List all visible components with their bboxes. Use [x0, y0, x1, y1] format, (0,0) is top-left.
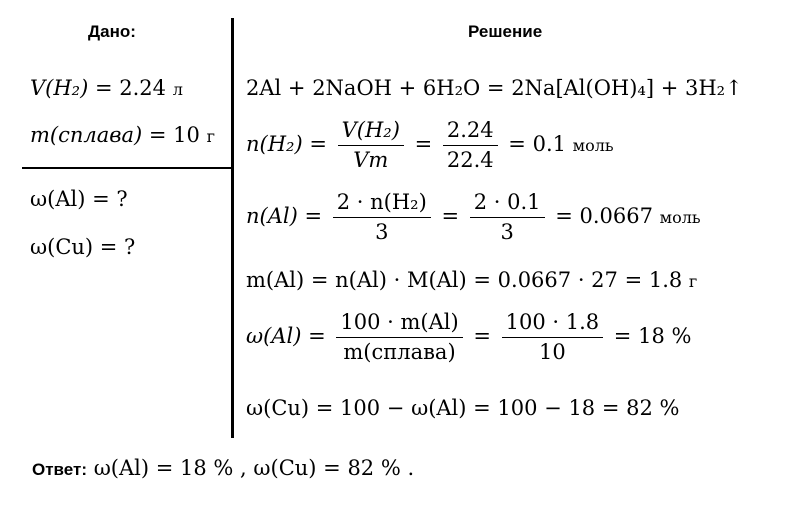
given-volume-lhs: V(H₂): [30, 76, 89, 100]
eq-n-h2-frac-symbolic: [338, 120, 404, 171]
eq-w-al-frac-symbolic: [336, 312, 462, 363]
eq-w-al-lhs: ω(Al): [246, 324, 302, 348]
answer-line: [32, 458, 414, 479]
frac-numerator: 2 · n(H₂): [333, 192, 431, 218]
eq-w-al-frac-numeric: [502, 312, 604, 363]
find-w-al: ω(Al) = ?: [30, 187, 128, 211]
eq-n-h2-frac-numeric: [443, 120, 498, 171]
eq-w-al-result: 18 %: [638, 324, 692, 348]
reaction-equation: 2Al + 2NaOH + 6H₂O = 2Na[Al(OH)₄] + 3H₂↑: [246, 76, 743, 100]
eq-n-h2-lhs: n(H₂): [246, 132, 303, 156]
frac-numerator: 100 · m(Al): [336, 312, 462, 338]
vertical-divider: [231, 18, 234, 438]
frac-numerator: 2.24: [443, 120, 498, 146]
eq-n-al-frac-numeric: [470, 192, 545, 243]
given-volume-h2: V(H₂) = 2.24 л: [30, 76, 183, 100]
frac-denominator: 10: [539, 340, 566, 364]
eq-n-h2: n(H₂) = $\frac{\text{V(H₂)}}{Vm}$ = $\frac{2.24}{22.4}$ = 0.1 моль: [246, 118, 614, 172]
eq-n-h2-result: 0.1: [532, 132, 566, 156]
eq-n-al-unit: моль: [659, 208, 701, 227]
eq-n-h2-unit: моль: [572, 136, 614, 155]
frac-numerator: 100 · 1.8: [502, 312, 604, 338]
given-mass-value: 10: [173, 123, 200, 147]
eq-w-cu: ω(Cu) = 100 − ω(Al) = 100 − 18 = 82 %: [246, 396, 680, 420]
frac-denominator: Vm: [353, 148, 389, 172]
frac-numerator: V(H₂): [338, 120, 404, 146]
eq-m-al-expr: m(Al) = n(Al) · M(Al) = 0.0667 · 27 = 1.8: [246, 268, 683, 292]
frac-denominator: 22.4: [446, 148, 494, 172]
frac-numerator: 2 · 0.1: [470, 192, 545, 218]
eq-w-al: ω(Al) = $\frac{100 \cdot m(Al)}{\text{m(сплава)}}$ = $\frac{100 \cdot 1.8}{10}$ = 18 %: [246, 310, 692, 364]
given-volume-unit: л: [172, 80, 183, 99]
given-mass-unit: г: [206, 127, 215, 146]
answer-text: ω(Al) = 18 % , ω(Cu) = 82 % .: [93, 456, 415, 480]
frac-denominator: 3: [375, 220, 389, 244]
given-header: Дано:: [88, 22, 136, 41]
given-alloy-mass: m(сплава) = 10 г: [30, 123, 215, 147]
frac-denominator: 3: [500, 220, 514, 244]
eq-m-al: [246, 270, 697, 291]
given-mass-lhs: m(сплава): [30, 123, 143, 147]
solution-header: Решение: [468, 22, 543, 41]
frac-denominator: m(сплава): [343, 340, 456, 364]
reaction-right: 2Na[Al(OH)₄] + 3H₂↑: [511, 76, 743, 100]
eq-n-al-frac-symbolic: [333, 192, 431, 243]
horizontal-divider: [22, 167, 232, 169]
answer-label: Ответ:: [32, 460, 87, 479]
eq-n-al-result: 0.0667: [579, 204, 653, 228]
eq-n-al: n(Al) = $\frac{\text{2 · n(H₂)}}{3}$ = $\frac{2 \cdot 0.1}{3}$ = 0.0667 моль: [246, 190, 701, 244]
eq-n-al-lhs: n(Al): [246, 204, 298, 228]
find-w-cu: ω(Cu) = ?: [30, 235, 136, 259]
reaction-left: 2Al + 2NaOH + 6H₂O: [246, 76, 481, 100]
eq-m-al-unit: г: [688, 272, 698, 291]
given-volume-value: 2.24: [119, 76, 167, 100]
